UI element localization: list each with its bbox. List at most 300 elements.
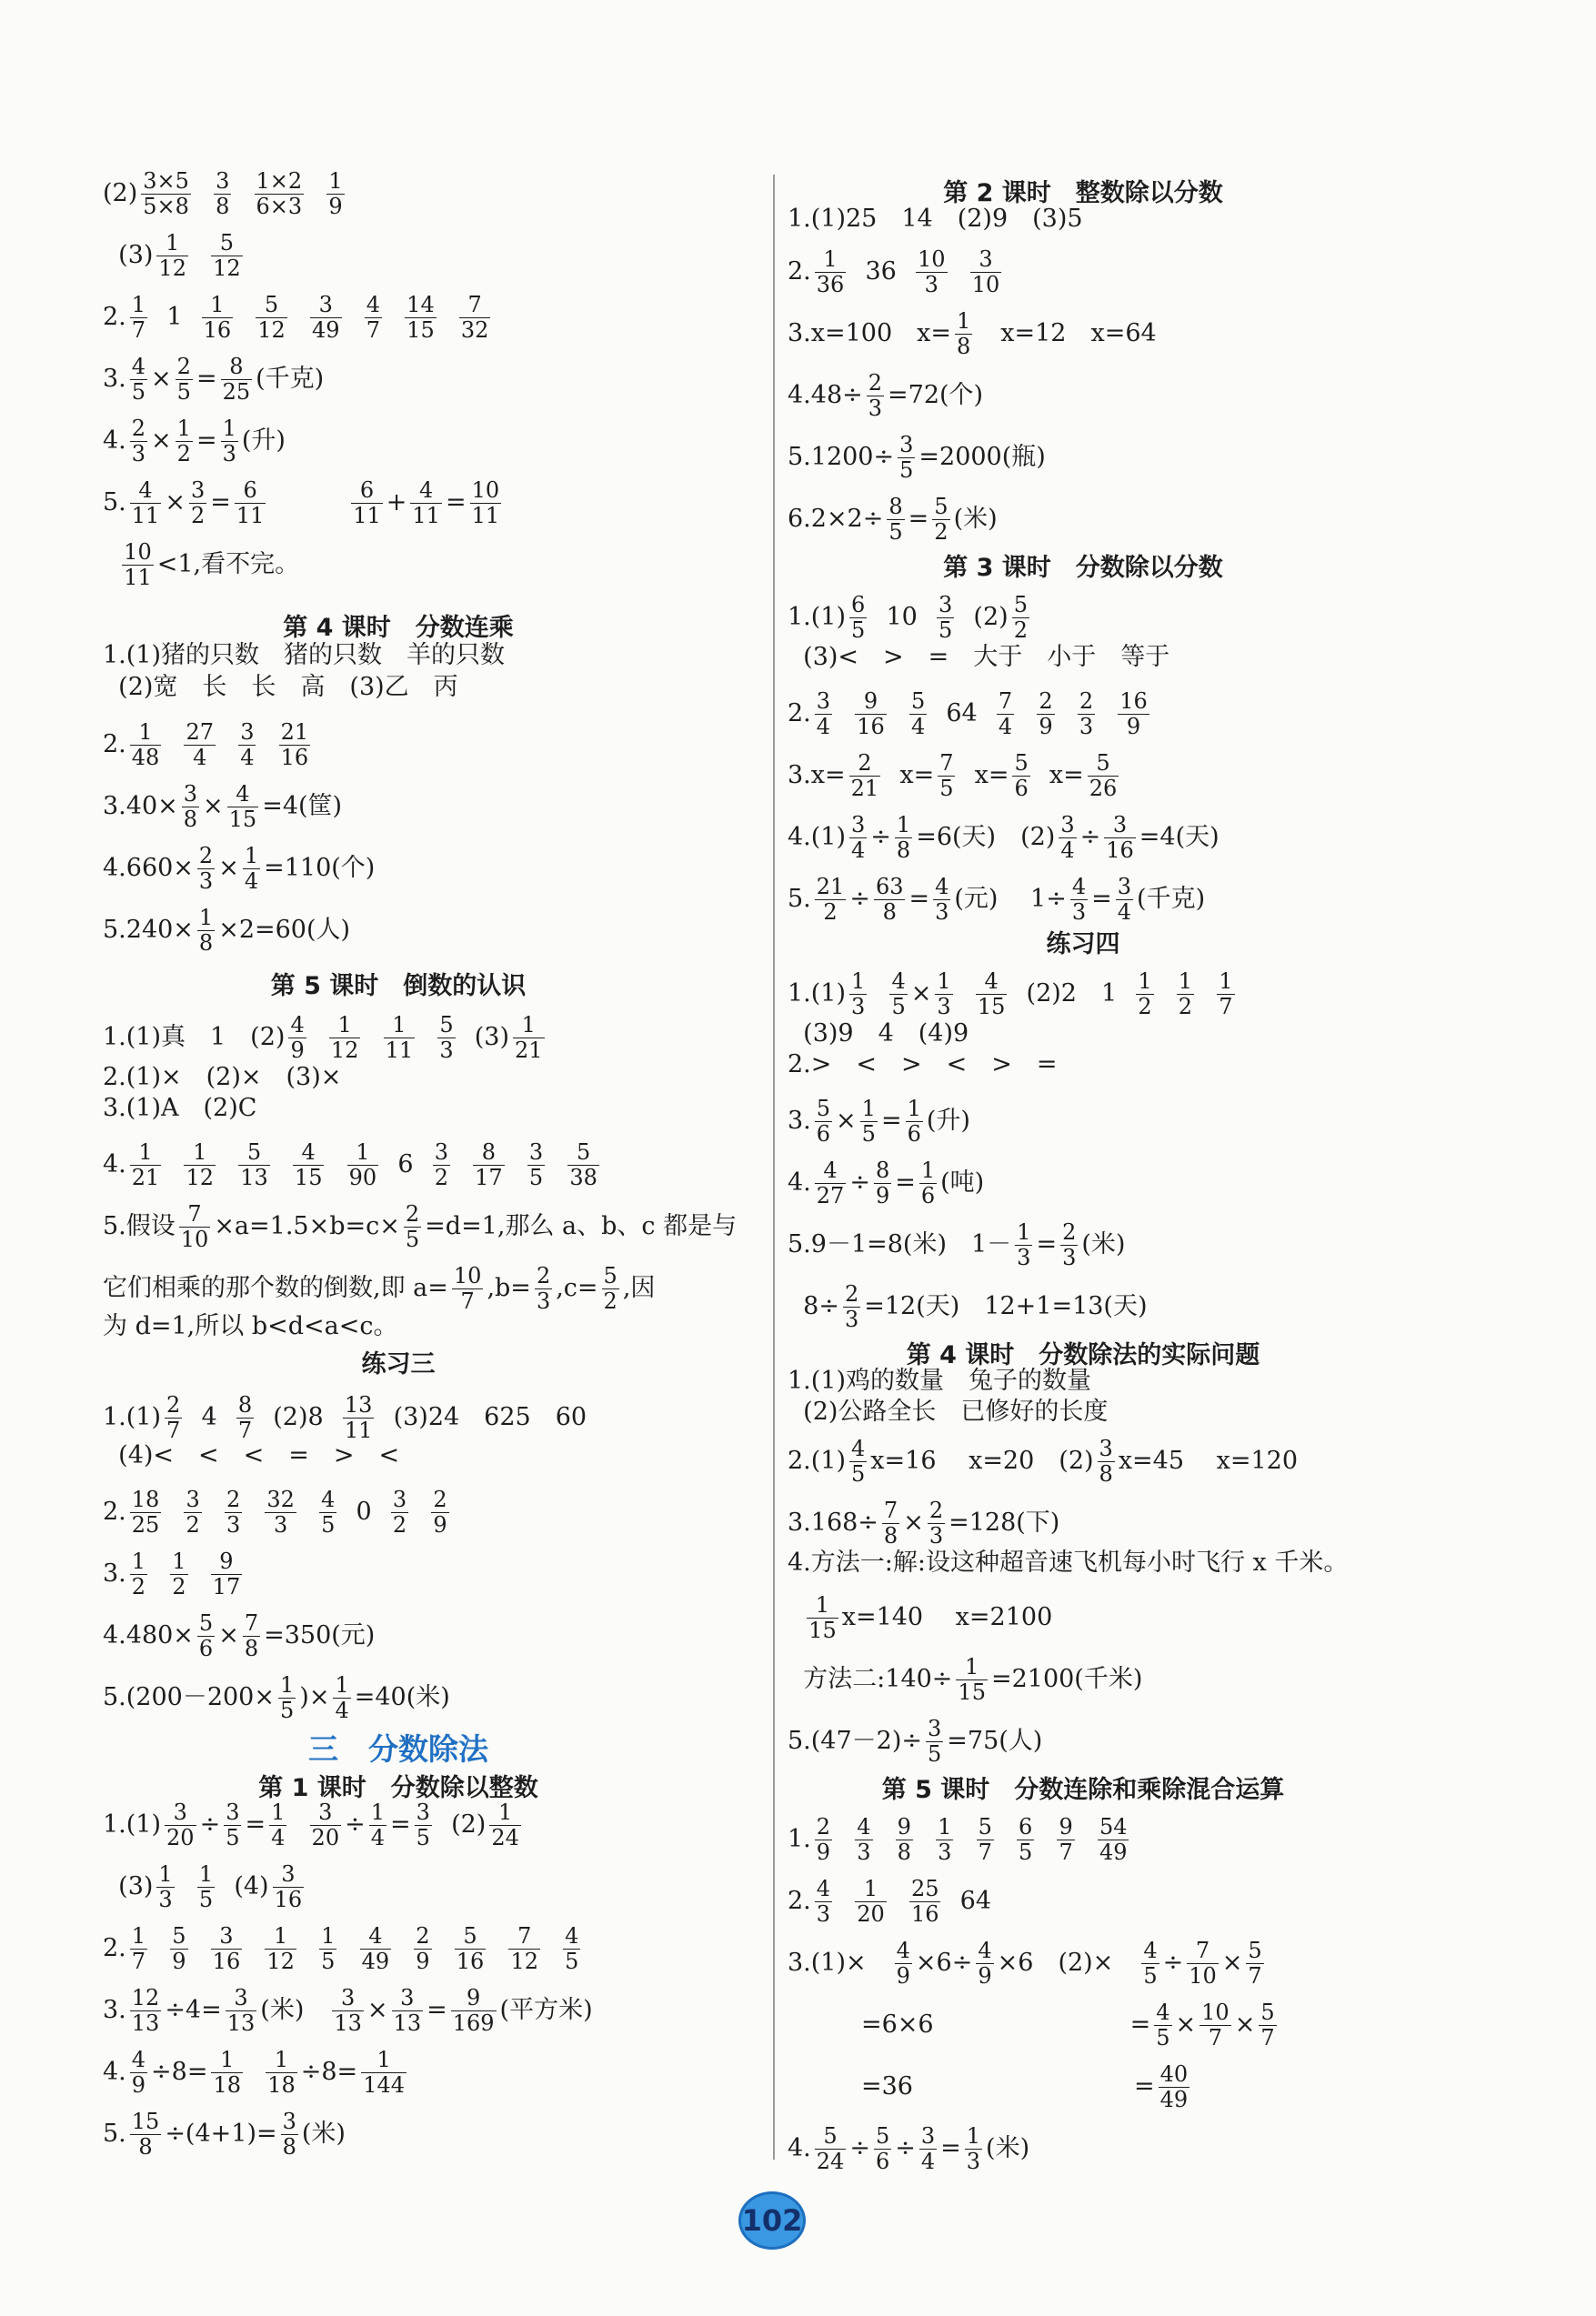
denominator: 2 <box>1013 617 1028 643</box>
denominator: 2 <box>1178 994 1193 1019</box>
denominator: 21 <box>515 1038 543 1063</box>
answer-text: 1 <box>151 303 198 331</box>
denominator: 17 <box>212 1574 241 1599</box>
answer-text: × <box>903 1509 924 1537</box>
numerator: 1 <box>855 1877 887 1902</box>
denominator: 49 <box>1099 1840 1128 1865</box>
answer-text <box>310 1023 326 1051</box>
numerator: 3 <box>332 1986 364 2011</box>
fraction <box>895 813 912 863</box>
answer-line <box>788 247 1005 297</box>
denominator: 16 <box>274 1887 303 1912</box>
denominator: 4 <box>271 1825 286 1850</box>
numerator: 4 <box>851 1436 866 1461</box>
answer-line <box>103 1673 450 1723</box>
numerator: 2 <box>536 1263 551 1288</box>
fraction <box>235 478 266 528</box>
denominator: 9 <box>816 1840 831 1865</box>
fraction <box>815 1097 832 1147</box>
answer-line <box>788 1593 1052 1643</box>
fraction <box>255 169 305 219</box>
fraction <box>141 169 191 219</box>
fraction <box>225 1488 242 1538</box>
fraction <box>214 169 231 219</box>
answer-text <box>151 1559 166 1588</box>
answer-text: 64 <box>930 699 993 727</box>
answer-text: (米) <box>260 1996 329 2024</box>
answer-line <box>103 1488 453 1538</box>
fraction <box>508 1924 540 1974</box>
denominator: 7 <box>1260 2025 1275 2050</box>
fraction <box>243 844 260 894</box>
fraction <box>266 2048 297 2098</box>
fraction <box>189 478 206 528</box>
numerator: 4 <box>896 1938 910 1963</box>
fraction <box>1088 751 1119 801</box>
answer-line <box>103 720 314 770</box>
fraction <box>815 1158 847 1208</box>
denominator: 12 <box>158 256 186 281</box>
fraction <box>433 1140 450 1190</box>
denominator: 8 <box>216 194 230 219</box>
answer-text: (吨) <box>940 1168 985 1197</box>
answer-text: ,b= <box>487 1274 531 1302</box>
fraction <box>288 1013 306 1063</box>
section-heading: 第 5 课时 分数连除和乘除混合运算 <box>881 1776 1285 1804</box>
answer-text: x= <box>1033 761 1084 789</box>
denominator: 13 <box>334 2010 362 2036</box>
section-heading: 第 3 课时 分数除以分数 <box>943 554 1223 582</box>
numerator: 2 <box>416 1923 430 1949</box>
denominator: 9 <box>1039 714 1053 739</box>
denominator: 8 <box>244 1636 259 1661</box>
numerator: 7 <box>883 1498 898 1523</box>
answer-line <box>788 1548 1348 1579</box>
fraction <box>916 247 948 297</box>
fraction <box>976 969 1008 1019</box>
denominator: 10 <box>1189 1963 1217 1989</box>
denominator: 9 <box>433 1512 447 1538</box>
numerator: 4 <box>857 1814 871 1840</box>
answer-text: ×2=60(人) <box>218 916 351 944</box>
denominator: 6 <box>1014 776 1029 801</box>
answer-text: ÷ <box>1079 823 1101 851</box>
numerator: 7 <box>939 750 954 776</box>
answer-text: 4.方法一:解:设这种超音速飞机每小时飞行 x 千米。 <box>788 1549 1349 1577</box>
numerator: 1 <box>938 1814 952 1840</box>
denominator: 13 <box>131 2010 160 2036</box>
numerator: 1 <box>1138 968 1152 994</box>
fraction <box>874 2124 891 2174</box>
denominator: 5 <box>198 1887 214 1912</box>
answer-text: 3.40× <box>103 792 178 820</box>
answer-text: 5. <box>788 885 811 913</box>
fraction <box>935 969 952 1019</box>
answer-text: =72(个) <box>888 381 984 409</box>
answer-text: (3) <box>103 1872 154 1900</box>
fraction <box>202 293 234 343</box>
answer-text: × <box>1234 2010 1256 2039</box>
fraction <box>226 1986 257 2036</box>
fraction <box>170 1549 187 1599</box>
fraction <box>919 2124 937 2174</box>
denominator: 16 <box>910 1901 939 1927</box>
denominator: 6 <box>875 2149 890 2174</box>
denominator: 32 <box>460 317 489 343</box>
denominator: 24 <box>816 2149 845 2174</box>
answer-text <box>1079 1825 1094 1853</box>
denominator: 5 <box>226 1825 240 1850</box>
fraction <box>815 1815 832 1865</box>
numerator: 9 <box>855 689 887 715</box>
denominator: 3 <box>868 396 883 421</box>
answer-line <box>103 640 505 671</box>
answer-text: 3. <box>103 365 126 393</box>
denominator: 13 <box>226 2010 256 2036</box>
denominator: 49 <box>361 1949 390 1974</box>
section-heading: 练习四 <box>1046 930 1120 958</box>
denominator: 9 <box>875 1183 890 1208</box>
numerator: 3 <box>816 688 831 714</box>
denominator: 20 <box>857 1901 885 1927</box>
answer-text: 1.(1) <box>788 603 847 631</box>
fraction <box>238 1140 270 1190</box>
fraction <box>815 247 847 297</box>
denominator: 3 <box>222 441 236 466</box>
column-divider <box>773 175 775 2160</box>
denominator: 11 <box>124 565 152 590</box>
numerator: 9 <box>897 1814 911 1840</box>
answer-text: 3.(1)A (2)C <box>103 1094 257 1122</box>
numerator: 3 <box>1099 1436 1113 1461</box>
numerator: 40 <box>1159 2061 1189 2087</box>
numerator: 32 <box>266 1487 295 1512</box>
denominator: 3 <box>439 1038 454 1063</box>
fraction <box>319 1488 336 1538</box>
denominator: 16 <box>857 714 885 739</box>
answer-text: × <box>366 1996 388 2024</box>
denominator: 8 <box>896 837 911 863</box>
denominator: 12 <box>213 256 241 281</box>
denominator: 5 <box>851 617 866 643</box>
denominator: 7 <box>1219 994 1233 1019</box>
answer-text <box>998 1825 1013 1853</box>
fraction <box>933 875 950 925</box>
answer-text: (3)9 4 (4)9 <box>788 1019 969 1048</box>
denominator: 12 <box>266 1949 295 1974</box>
numerator: 5 <box>816 1096 831 1121</box>
numerator: 2 <box>1062 1219 1077 1245</box>
answer-text: × <box>151 365 172 393</box>
denominator: 11 <box>344 1418 373 1443</box>
fraction <box>365 293 382 343</box>
answer-text: = <box>880 1107 902 1135</box>
numerator: 1 <box>202 293 234 318</box>
fraction <box>184 1140 216 1190</box>
denominator: 18 <box>213 2072 242 2098</box>
numerator: 4 <box>1156 2000 1170 2025</box>
fraction <box>926 1717 943 1767</box>
fraction <box>184 1488 201 1538</box>
fraction <box>319 1924 336 1974</box>
fraction <box>221 416 238 466</box>
numerator: 4 <box>891 968 906 994</box>
fraction <box>351 478 383 528</box>
answer-text: ×a=1.5×b=c× <box>214 1212 400 1240</box>
denominator: 169 <box>452 2010 495 2036</box>
denominator: 3 <box>816 1901 831 1927</box>
fraction <box>310 1800 342 1850</box>
denominator: 16 <box>456 1949 485 1974</box>
fraction <box>343 1393 375 1443</box>
answer-text <box>165 1150 180 1178</box>
fraction <box>489 1800 521 1850</box>
numerator: 1 <box>920 1158 936 1183</box>
answer-line <box>103 540 299 590</box>
answer-text <box>836 1887 851 1915</box>
fraction <box>997 689 1014 739</box>
numerator: 1 <box>244 843 259 868</box>
answer-text: 2. <box>103 1498 126 1526</box>
denominator: 8 <box>198 930 214 956</box>
numerator: 1 <box>513 1013 545 1038</box>
answer-text: 4 <box>186 1403 233 1431</box>
denominator: 7 <box>978 1840 992 1865</box>
numerator: 2 <box>405 1201 420 1227</box>
answer-text: = <box>940 2134 961 2162</box>
denominator: 15 <box>808 1618 837 1643</box>
answer-line <box>788 1815 1132 1865</box>
denominator: 5 <box>928 1741 942 1767</box>
denominator: 90 <box>348 1165 377 1190</box>
numerator: 6 <box>851 592 866 617</box>
answer-text: 2. <box>103 1934 126 1962</box>
fraction <box>938 751 955 801</box>
numerator: 1 <box>198 1861 214 1887</box>
numerator: 12 <box>131 1985 160 2010</box>
denominator: 4 <box>910 714 926 739</box>
denominator: 38 <box>569 1165 597 1190</box>
denominator: 5 <box>1019 1840 1033 1865</box>
fraction <box>197 906 215 956</box>
numerator: 1 <box>966 2123 981 2149</box>
numerator: 10 <box>1201 2000 1230 2025</box>
answer-line <box>103 416 286 466</box>
numerator: 2 <box>1079 688 1094 714</box>
denominator: 3 <box>851 994 866 1019</box>
numerator: 7 <box>179 1202 211 1228</box>
numerator: 3 <box>899 432 914 457</box>
numerator: 8 <box>221 355 253 380</box>
answer-line <box>788 593 1033 643</box>
numerator: 7 <box>998 688 1013 714</box>
answer-text: 2. <box>788 257 811 286</box>
answer-text: (3)< > = 大于 小于 等于 <box>788 643 1170 671</box>
denominator: 9 <box>416 1949 430 1974</box>
numerator: 2 <box>849 751 881 777</box>
answer-text <box>346 303 361 331</box>
fraction <box>281 2110 298 2160</box>
denominator: 4 <box>244 868 259 894</box>
denominator: 7 <box>131 317 146 343</box>
answer-text <box>246 2058 262 2086</box>
fraction <box>563 1924 580 1974</box>
answer-text: 为 d=1,所以 b<d<a<c。 <box>103 1312 398 1340</box>
answer-text: ÷ <box>345 1810 366 1839</box>
denominator: 4 <box>335 1698 349 1723</box>
denominator: 5 <box>888 519 903 545</box>
numerator: 1 <box>131 1923 146 1949</box>
numerator: 63 <box>875 874 904 899</box>
answer-line <box>103 1013 548 1063</box>
numerator: 1 <box>815 247 847 273</box>
numerator: 3 <box>186 1487 200 1512</box>
numerator: 2 <box>868 370 883 396</box>
fraction <box>970 247 1002 297</box>
numerator: 3 <box>226 1986 257 2011</box>
denominator: 6 <box>816 1121 831 1147</box>
answer-text: (2) <box>958 603 1009 631</box>
fraction <box>236 1393 254 1443</box>
denominator: 16 <box>203 317 232 343</box>
denominator: 27 <box>816 1183 845 1208</box>
denominator: 5 <box>131 379 146 405</box>
fraction <box>437 1013 455 1063</box>
answer-text: 4. <box>788 1168 811 1197</box>
denominator: 24 <box>491 1825 519 1850</box>
fraction <box>965 2124 982 2174</box>
fraction <box>1200 2000 1231 2050</box>
denominator: 3 <box>198 868 214 894</box>
fraction <box>882 1499 899 1549</box>
fraction <box>326 169 344 219</box>
fraction <box>849 813 867 863</box>
answer-text: 3.x=100 x= <box>788 319 951 347</box>
numerator: 3 <box>183 781 198 807</box>
denominator: 4 <box>851 837 866 863</box>
numerator: 5 <box>455 1924 487 1950</box>
page-number-badge: 102 <box>738 2191 806 2250</box>
fraction <box>956 1655 988 1705</box>
answer-text <box>436 1934 451 1962</box>
numerator: 54 <box>1099 1814 1128 1840</box>
answer-text: (2)宽 长 长 高 (3)乙 丙 <box>103 673 458 701</box>
answer-text: (2)8 <box>257 1403 339 1431</box>
fraction <box>265 1924 296 1974</box>
answer-text <box>178 1872 194 1900</box>
answer-text: 1.(1) <box>103 1810 162 1839</box>
numerator: 1 <box>937 968 951 994</box>
numerator: 2 <box>131 416 146 441</box>
answer-line <box>103 1611 375 1661</box>
section-heading: 第 4 课时 分数连乘 <box>283 614 514 642</box>
answer-text: 1.(1)猪的只数 猪的只数 羊的只数 <box>103 641 506 669</box>
fraction <box>130 1924 147 1974</box>
numerator: 16 <box>1119 688 1148 714</box>
answer-text <box>236 303 252 331</box>
answer-text: × <box>910 979 932 1008</box>
answer-text <box>788 1603 803 1631</box>
numerator: 4 <box>935 874 949 899</box>
fraction <box>459 293 491 343</box>
denominator: 13 <box>240 1165 268 1190</box>
numerator: 3 <box>310 293 342 318</box>
fraction <box>347 1140 379 1190</box>
numerator: 5 <box>172 1923 186 1949</box>
answer-text <box>544 1934 559 1962</box>
answer-text: (千克) <box>256 365 325 393</box>
fraction <box>855 689 887 739</box>
answer-text: 2. <box>788 1887 811 1915</box>
fraction <box>1217 969 1234 1019</box>
denominator: 48 <box>131 745 160 770</box>
answer-text <box>195 179 210 207</box>
numerator: 8 <box>875 1158 890 1183</box>
answer-text <box>206 1498 221 1526</box>
answer-text: 5.1200÷ <box>788 443 895 471</box>
fraction <box>849 751 881 801</box>
answer-text: 4. <box>103 426 126 455</box>
denominator: 5 <box>899 457 914 483</box>
answer-line <box>788 371 983 421</box>
answer-text: = <box>427 1996 447 2024</box>
numerator: 3 <box>528 1139 544 1165</box>
answer-text <box>440 303 456 331</box>
denominator: 16 <box>1106 837 1134 863</box>
numerator: 1 <box>1219 968 1233 994</box>
answer-text <box>192 1559 207 1588</box>
fraction <box>452 1264 484 1314</box>
chapter-title: 三 分数除法 <box>308 1731 488 1767</box>
answer-text: =2000(瓶) <box>918 443 1046 471</box>
numerator: 1 <box>222 416 236 441</box>
numerator: 5 <box>256 293 287 318</box>
fraction <box>431 1488 448 1538</box>
numerator: 10 <box>471 477 500 503</box>
answer-text: = <box>196 365 217 393</box>
denominator: 16 <box>280 745 309 770</box>
answer-text <box>192 241 207 269</box>
answer-text: <1,看不完。 <box>156 550 300 578</box>
answer-text <box>300 1498 316 1526</box>
denominator: 5 <box>321 1949 336 1974</box>
fraction <box>955 309 972 359</box>
fraction <box>1017 1815 1034 1865</box>
fraction <box>329 1013 361 1063</box>
denominator: 25 <box>131 1512 160 1538</box>
answer-text: 1. <box>788 1825 811 1853</box>
answer-line <box>103 782 342 832</box>
fraction <box>293 1140 325 1190</box>
numerator: 4 <box>976 969 1008 995</box>
numerator: 1 <box>896 812 911 837</box>
fraction <box>932 495 949 545</box>
numerator: 3 <box>434 1139 448 1165</box>
denominator: 6×3 <box>256 194 303 219</box>
numerator: 3 <box>416 1800 430 1825</box>
numerator: 1 <box>851 968 866 994</box>
numerator: 2 <box>166 1392 181 1418</box>
denominator: 20 <box>311 1825 340 1850</box>
fraction <box>1037 689 1054 739</box>
numerator: 9 <box>211 1549 243 1575</box>
numerator: 5 <box>815 2124 847 2150</box>
answer-text <box>454 1150 469 1178</box>
denominator: 2 <box>603 1288 617 1314</box>
denominator: 3 <box>924 272 939 297</box>
answer-line <box>103 231 246 281</box>
numerator: 3 <box>1060 812 1075 837</box>
